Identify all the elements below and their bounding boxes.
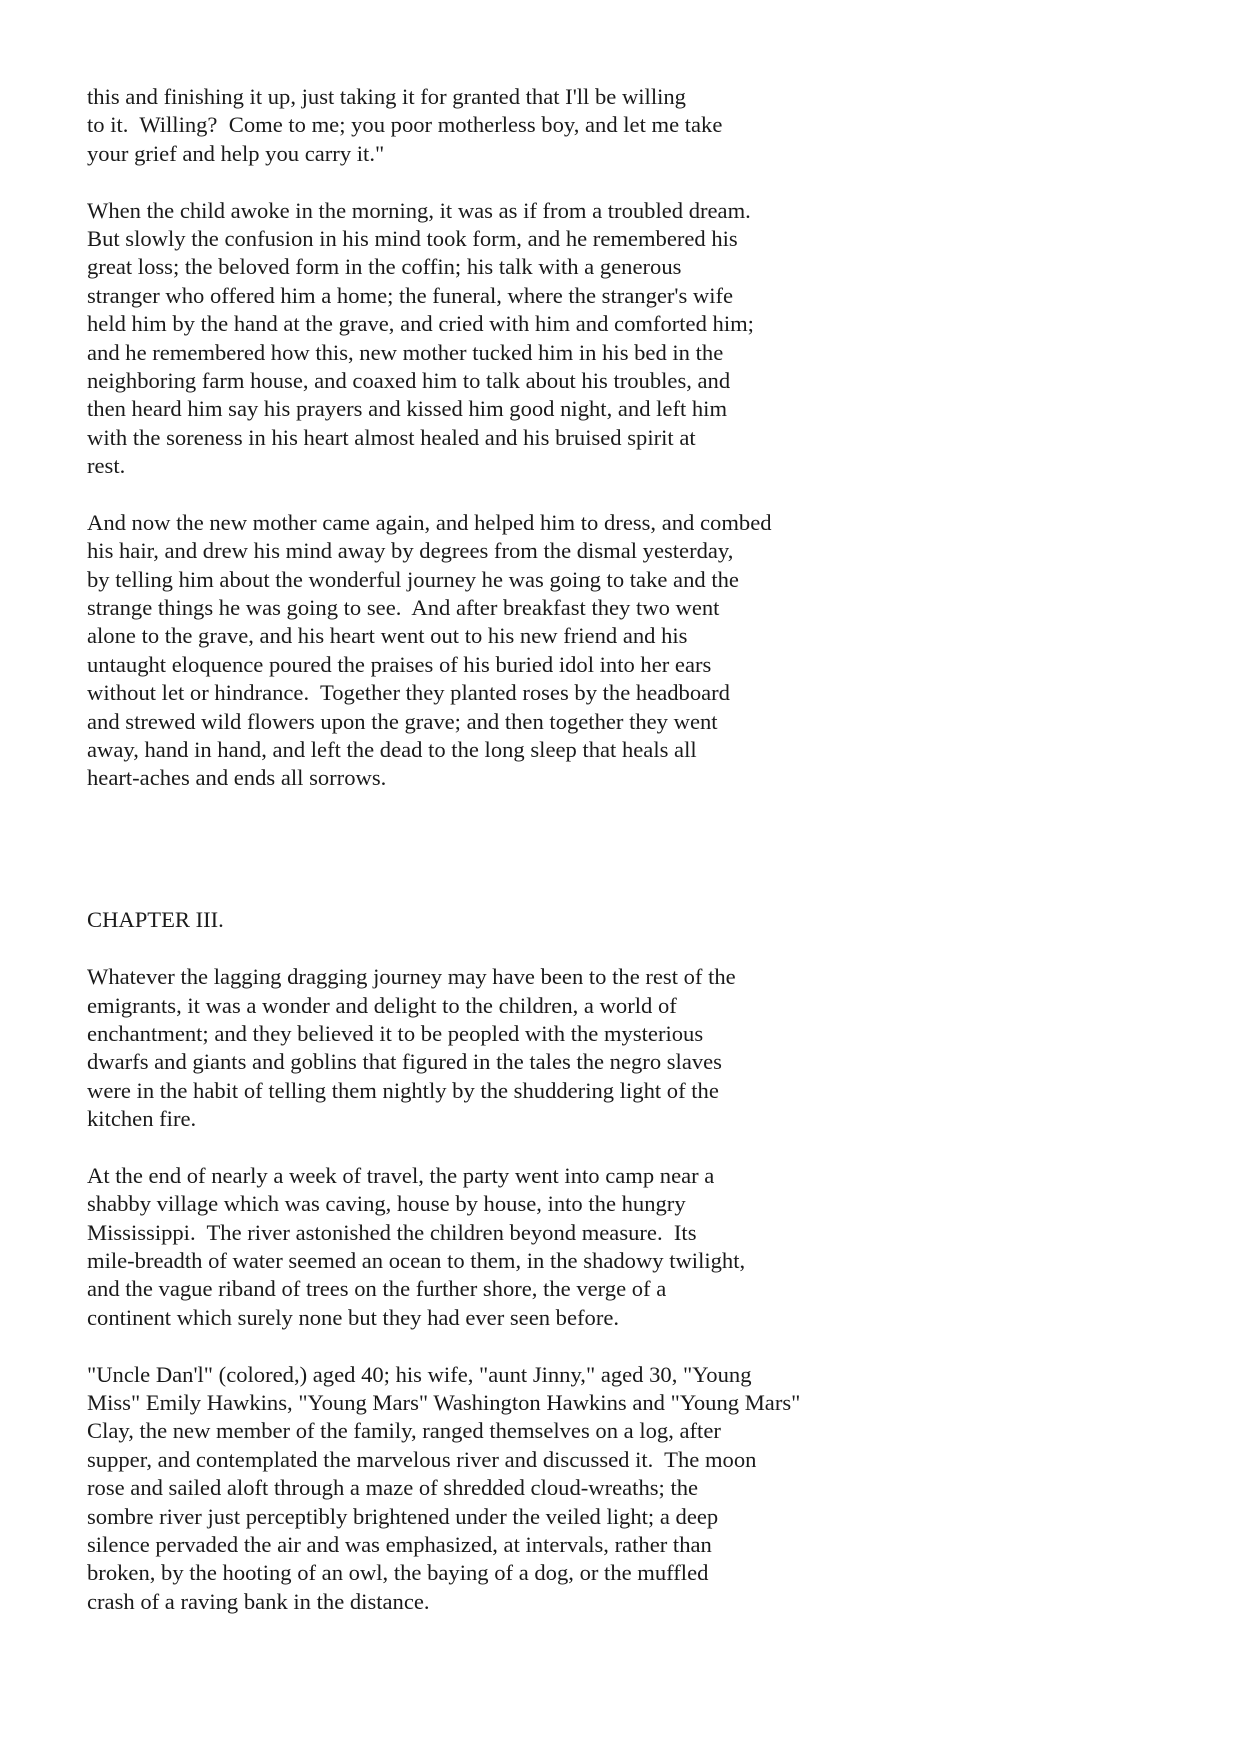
text-line: kitchen fire.	[87, 1106, 197, 1132]
paragraph	[87, 197, 1187, 481]
text-line: Miss" Emily Hawkins, "Young Mars" Washington Hawkins and "Young Mars"	[87, 1390, 801, 1415]
text-line: emigrants, it was a wonder and delight to the children, a world of	[87, 992, 677, 1018]
chapter-heading: CHAPTER III.	[87, 907, 224, 933]
text-line: and he remembered how this, new mother tucked him in his bed in the	[87, 339, 724, 365]
text-line: this and finishing it up, just taking it for granted that I'll be willing	[87, 84, 686, 109]
text-line: But slowly the confusion in his mind took form, and he remembered his	[87, 225, 738, 251]
text-line: heart-aches and ends all sorrows.	[87, 765, 387, 791]
text-line: his hair, and drew his mind away by degrees from the dismal yesterday,	[87, 538, 734, 564]
text-line: great loss; the beloved form in the coffin; his talk with a generous	[87, 254, 682, 280]
text-line: by telling him about the wonderful journey he was going to take and the	[87, 566, 739, 592]
text-line: "Uncle Dan'l" (colored,) aged 40; his wife, "aunt Jinny," aged 30, "Young	[87, 1361, 752, 1387]
text-line: When the child awoke in the morning, it was as if from a troubled dream.	[87, 197, 751, 223]
text-line: crash of a raving bank in the distance.	[87, 1588, 430, 1614]
text-line: And now the new mother came again, and helped him to dress, and combed	[87, 509, 772, 535]
paragraph-spacer	[87, 1133, 1187, 1161]
paragraph	[87, 1162, 1187, 1332]
text-line: dwarfs and giants and goblins that figured in the tales the negro slaves	[87, 1049, 722, 1075]
text-line: alone to the grave, and his heart went out to his new friend and his	[87, 623, 688, 649]
text-line: held him by the hand at the grave, and cried with him and comforted him;	[87, 311, 754, 337]
text-line: away, hand in hand, and left the dead to the long sleep that heals all	[87, 736, 697, 762]
text-line: strange things he was going to see. And after breakfast they two went	[87, 595, 720, 621]
text-line: Whatever the lagging dragging journey may have been to the rest of the	[87, 964, 736, 990]
text-line: Clay, the new member of the family, ranged themselves on a log, after	[87, 1418, 721, 1444]
paragraph-spacer	[87, 480, 1187, 508]
text-line: untaught eloquence poured the praises of his buried idol into her ears	[87, 651, 712, 677]
chapter-body	[87, 963, 1187, 1616]
text-line: then heard him say his prayers and kissed him good night, and left him	[87, 396, 728, 422]
text-line: and the vague riband of trees on the further shore, the verge of a	[87, 1276, 667, 1302]
text-line: enchantment; and they believed it to be peopled with the mysterious	[87, 1020, 704, 1046]
text-line: your grief and help you carry it."	[87, 140, 385, 166]
chapter-spacer	[87, 793, 1187, 907]
text-line: sombre river just perceptibly brightened under the veiled light; a deep	[87, 1503, 719, 1529]
text-line: to it. Willing? Come to me; you poor motherless boy, and let me take	[87, 112, 723, 138]
text-section-before-chapter	[87, 83, 1187, 793]
document-page	[87, 83, 1187, 1616]
text-line: Mississippi. The river astonished the children beyond measure. Its	[87, 1219, 697, 1245]
text-line: shabby village which was caving, house by house, into the hungry	[87, 1191, 686, 1217]
text-line: neighboring farm house, and coaxed him to talk about his troubles, and	[87, 367, 731, 393]
paragraph-spacer	[87, 1332, 1187, 1360]
text-line: broken, by the hooting of an owl, the baying of a dog, or the muffled	[87, 1560, 709, 1586]
text-line: stranger who offered him a home; the funeral, where the stranger's wife	[87, 282, 734, 308]
text-line: At the end of nearly a week of travel, the party went into camp near a	[87, 1162, 715, 1188]
text-line: mile-breadth of water seemed an ocean to them, in the shadowy twilight,	[87, 1248, 746, 1274]
paragraph	[87, 83, 1187, 168]
text-line: were in the habit of telling them nightly by the shuddering light of the	[87, 1077, 719, 1103]
text-line: continent which surely none but they had ever seen before.	[87, 1304, 620, 1330]
text-line: with the soreness in his heart almost healed and his bruised spirit at	[87, 424, 696, 450]
text-line: silence pervaded the air and was emphasized, at intervals, rather than	[87, 1531, 712, 1557]
text-line: rest.	[87, 453, 126, 479]
text-line: supper, and contemplated the marvelous river and discussed it. The moon	[87, 1446, 757, 1472]
text-line: and strewed wild flowers upon the grave; and then together they went	[87, 708, 718, 734]
paragraph-spacer	[87, 935, 1187, 963]
paragraph-spacer	[87, 168, 1187, 196]
text-line: without let or hindrance. Together they planted roses by the headboard	[87, 680, 730, 706]
paragraph	[87, 509, 1187, 793]
text-line: rose and sailed aloft through a maze of shredded cloud-wreaths; the	[87, 1475, 699, 1501]
paragraph	[87, 963, 1187, 1133]
paragraph	[87, 1361, 1187, 1617]
